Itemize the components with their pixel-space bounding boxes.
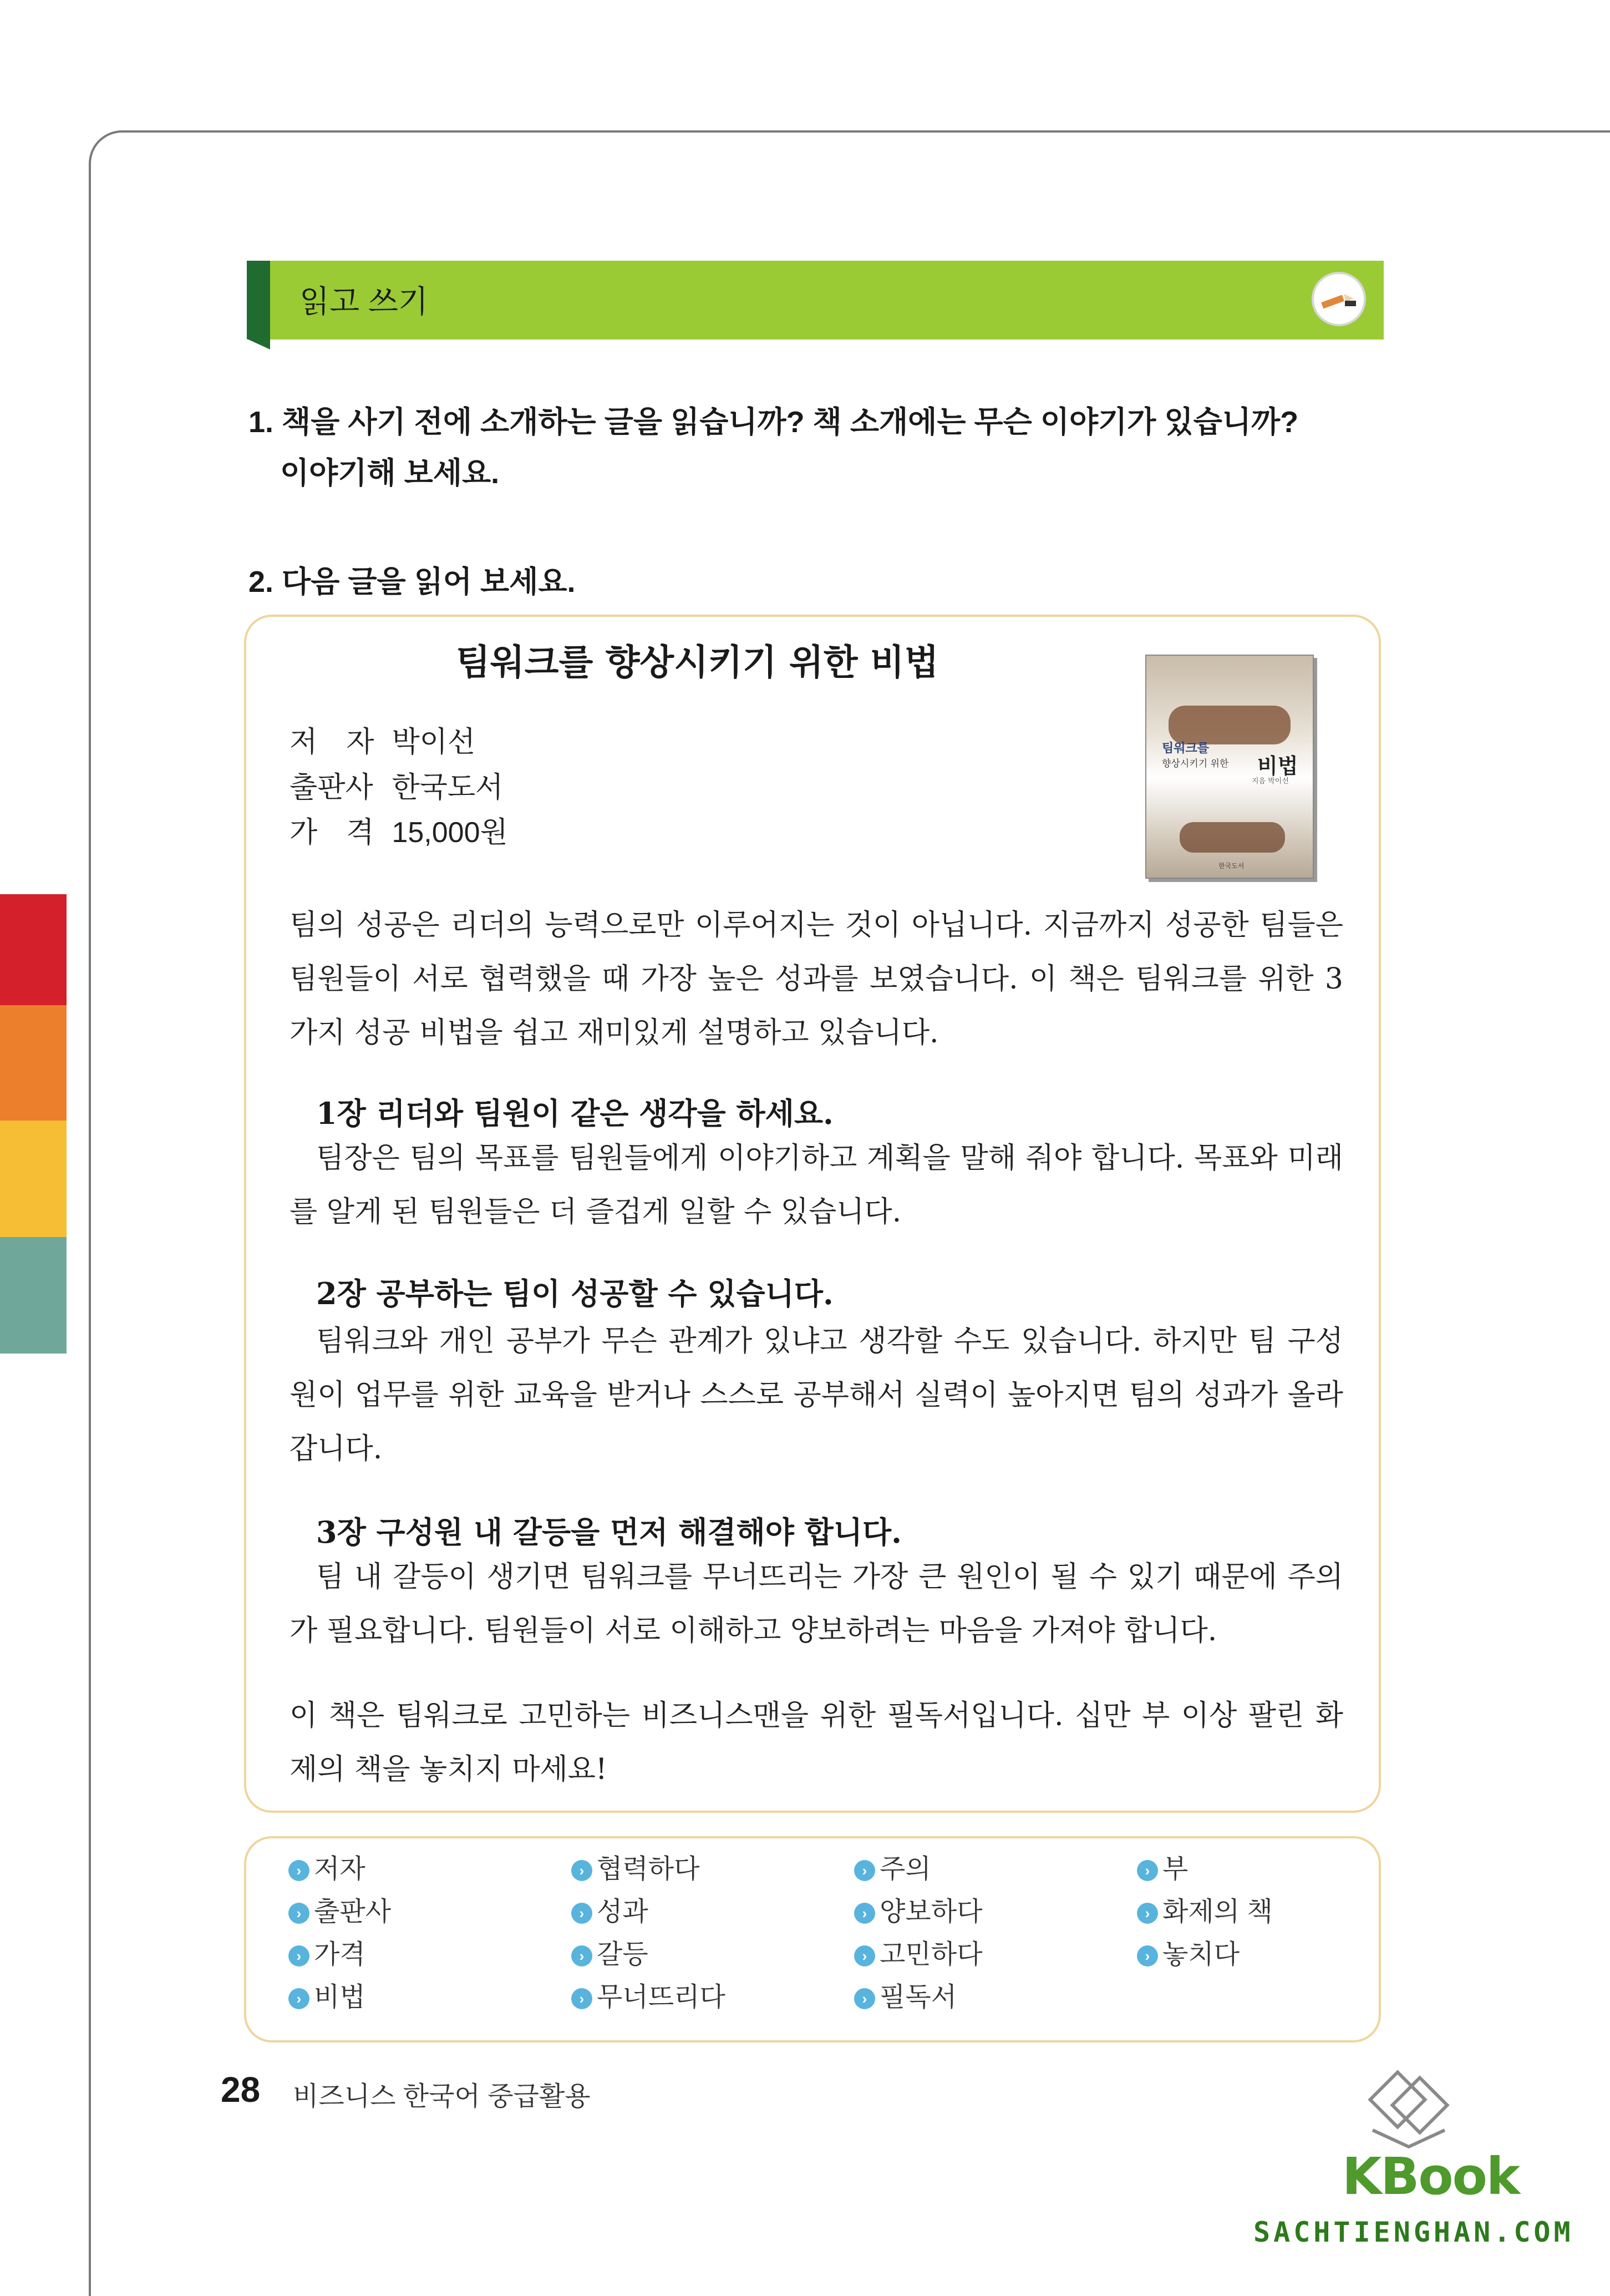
vocab-word: 저자	[314, 1854, 365, 1884]
vocab-item	[854, 1853, 931, 1886]
page-number: 28	[221, 2070, 261, 2110]
cover-title-line3: 비법	[1257, 754, 1298, 778]
arrow-bullet-icon: ›	[854, 1903, 875, 1924]
chapter-3-heading: 3장 구성원 내 갈등을 먼저 해결해야 합니다.	[316, 1514, 902, 1550]
color-tab-teal	[0, 1237, 67, 1354]
vocab-item	[1137, 1853, 1188, 1886]
arrow-bullet-icon: ›	[288, 1903, 309, 1924]
cover-title-line1: 팀워크를	[1162, 742, 1210, 756]
vocab-word: 비법	[314, 1983, 365, 2012]
price-value: 15,000원	[392, 817, 508, 849]
vocab-word: 부	[1162, 1854, 1189, 1884]
vocab-item	[1137, 1938, 1240, 1971]
arrow-bullet-icon: ›	[1137, 1945, 1158, 1966]
kbook-logo-icon	[1362, 2069, 1456, 2155]
section-title: 읽고 쓰기	[299, 284, 428, 319]
question-1: 1. 책을 사기 전에 소개하는 글을 읽습니까? 책 소개에는 무슨 이야기가 있습니까?	[248, 406, 1299, 439]
vocab-word: 가격	[314, 1940, 365, 1969]
watermark-brand: KBook	[1342, 2147, 1520, 2206]
chapter-2-body: 팀워크와 개인 공부가 무슨 관계가 있냐고 생각할 수도 있습니다. 하지만 팀 구성원이 업무를 위한 교육을 받거나 스스로 공부해서 실력이 높아지면 팀의 성과가 올라갑니다.	[290, 1325, 1343, 1466]
vocab-item	[854, 1895, 982, 1929]
question-1-continued: 이야기해 보세요.	[280, 457, 500, 490]
color-tab-orange	[0, 1005, 67, 1121]
arrow-bullet-icon: ›	[571, 1945, 592, 1966]
chapter-1-body: 팀장은 팀의 목표를 팀원들에게 이야기하고 계획을 말해 줘야 합니다. 목표와 미래를 알게 된 팀원들은 더 즐겁게 일할 수 있습니다.	[290, 1142, 1343, 1229]
vocab-item	[288, 1895, 391, 1929]
vocab-item	[854, 1938, 982, 1971]
vocab-word: 협력하다	[597, 1854, 700, 1884]
publisher-value: 한국도서	[392, 772, 504, 804]
author-row	[290, 718, 475, 760]
cover-author: 지음 박이선	[1252, 777, 1289, 785]
color-tab-red	[0, 894, 67, 1005]
chapter-1-heading: 1장 리더와 팀원이 같은 생각을 하세요.	[316, 1096, 834, 1131]
price-label: 가 격	[290, 817, 374, 849]
vocab-word: 고민하다	[880, 1940, 983, 1969]
chapter-3-body: 팀 내 갈등이 생기면 팀워크를 무너뜨리는 가장 큰 원인이 될 수 있기 때문에 주의가 필요합니다. 팀원들이 서로 이해하고 양보하려는 마음을 가져야 합니다.	[290, 1560, 1343, 1648]
vocab-item	[288, 1938, 365, 1971]
publisher-row	[290, 764, 503, 805]
arrow-bullet-icon: ›	[571, 1903, 592, 1924]
vocab-item	[1137, 1895, 1273, 1929]
vocab-word: 무너뜨리다	[597, 1983, 725, 2012]
arrow-bullet-icon: ›	[854, 1945, 875, 1966]
intro-paragraph: 팀의 성공은 리더의 능력으로만 이루어지는 것이 아닙니다. 지금까지 성공한 팀들은 팀원들이 서로 협력했을 때 가장 높은 성과를 보였습니다. 이 책은 팀워크를 위한 3가지 성공 비법을 쉽고 재미있게 설명하고 있습니다.	[290, 909, 1343, 1050]
book-title: 팀워크를 향상시키기 위한 비법	[456, 642, 939, 683]
vocab-item	[571, 1938, 648, 1971]
vocab-item	[854, 1981, 957, 2014]
cover-title-line2: 향상시키기 위한	[1162, 758, 1229, 769]
vocab-item	[288, 1981, 365, 2014]
arrow-bullet-icon: ›	[1137, 1903, 1158, 1924]
publisher-label: 출판사	[290, 772, 373, 804]
price-row	[290, 809, 508, 850]
closing-paragraph: 이 책은 팀워크로 고민하는 비즈니스맨을 위한 필독서입니다. 십만 부 이상 팔린 화제의 책을 놓치지 마세요!	[290, 1699, 1343, 1786]
book-cover-image	[1145, 655, 1314, 879]
color-tab-yellow	[0, 1121, 67, 1237]
vocab-item	[571, 1895, 648, 1929]
vocab-word: 필독서	[880, 1983, 957, 2012]
vocab-item	[571, 1981, 725, 2014]
vocab-item	[571, 1853, 699, 1886]
author-label: 저 자	[290, 726, 374, 758]
vocab-word: 놓치다	[1162, 1940, 1240, 1969]
arrow-bullet-icon: ›	[288, 1988, 309, 2009]
vocab-word: 주의	[880, 1854, 931, 1884]
vocab-word: 갈등	[597, 1940, 648, 1969]
arrow-bullet-icon: ›	[571, 1988, 592, 2009]
arrow-bullet-icon: ›	[288, 1945, 309, 1966]
arrow-bullet-icon: ›	[854, 1988, 875, 2009]
pencil-icon	[1312, 272, 1366, 326]
chapter-2-heading: 2장 공부하는 팀이 성공할 수 있습니다.	[316, 1276, 834, 1311]
vocab-word: 화제의 책	[1162, 1897, 1273, 1927]
watermark-url: SACHTIENGHAN.COM	[1253, 2216, 1574, 2248]
book-series-title: 비즈니스 한국어 중급활용	[293, 2082, 591, 2111]
author-value: 박이선	[392, 726, 476, 758]
arrow-bullet-icon: ›	[854, 1860, 875, 1881]
vocab-word: 양보하다	[880, 1897, 983, 1927]
arrow-bullet-icon: ›	[571, 1860, 592, 1881]
vocab-word: 출판사	[314, 1897, 392, 1927]
vocab-word: 성과	[597, 1897, 648, 1927]
arrow-bullet-icon: ›	[288, 1860, 309, 1881]
arrow-bullet-icon: ›	[1137, 1860, 1158, 1881]
cover-hands-art-lower	[1180, 822, 1285, 853]
cover-publisher: 한국도서	[1218, 862, 1245, 870]
question-2: 2. 다음 글을 읽어 보세요.	[248, 565, 576, 599]
vocab-item	[288, 1853, 365, 1886]
section-header-accent	[247, 261, 270, 349]
